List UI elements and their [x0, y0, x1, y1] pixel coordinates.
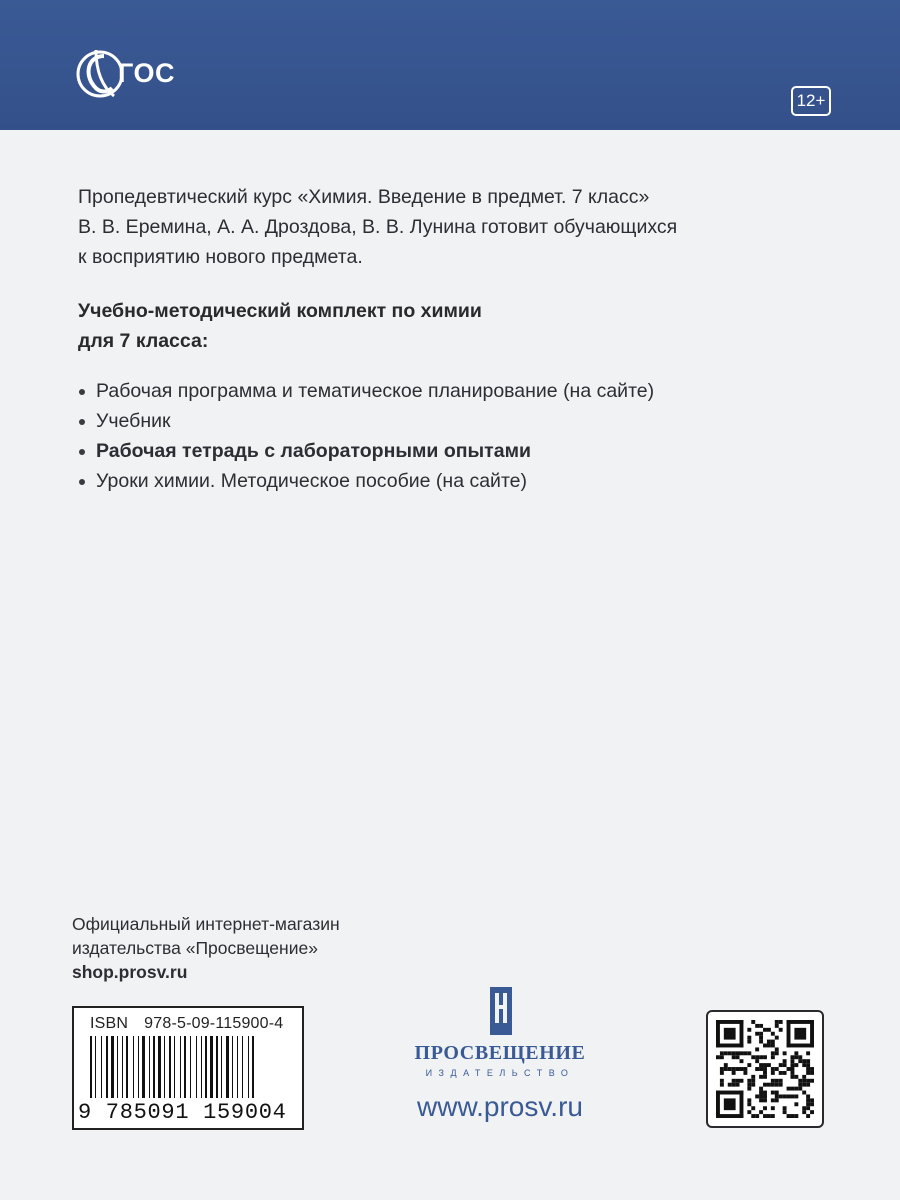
publisher-website-link[interactable]: www.prosv.ru: [417, 1091, 583, 1122]
kit-item-work-program: Рабочая программа и тематическое планирование (на сайте): [78, 376, 838, 406]
publisher-emblem-icon: [487, 985, 515, 1037]
isbn-barcode: [72, 1006, 304, 1130]
kit-list: [78, 376, 838, 496]
intro-line: В. В. Еремина, А. А. Дроздова, В. В. Лунина готовит обучающихся: [78, 216, 678, 238]
isbn-label: ISBN: [90, 1015, 129, 1032]
isbn-line: [90, 1015, 283, 1033]
intro-line: Пропедевтический курс «Химия. Введение в предмет. 7 класс»: [78, 186, 650, 208]
qr-code-icon: [716, 1020, 814, 1118]
shop-line-2: издательства «Просвещение»: [72, 938, 318, 958]
header-band: [0, 0, 900, 130]
kit-heading-line: Учебно-методический комплект по химии: [78, 300, 482, 322]
kit-heading: [78, 296, 838, 356]
barcode-icon: [88, 1036, 292, 1102]
kit-item-lessons-guide: Уроки химии. Методическое пособие (на сайте): [78, 466, 838, 496]
kit-item-workbook: Рабочая тетрадь с лабораторными опытами: [78, 436, 838, 466]
qr-code[interactable]: [706, 1010, 824, 1128]
intro-line: к восприятию нового предмета.: [78, 246, 363, 268]
intro-paragraph: [78, 182, 838, 272]
shop-line-1: Официальный интернет-магазин: [72, 914, 340, 934]
age-rating-badge: 12+: [791, 86, 831, 116]
isbn-number: 978-5-09-115900-4: [144, 1015, 284, 1032]
shop-url-link[interactable]: shop.prosv.ru: [72, 962, 188, 982]
kit-item-textbook: Учебник: [78, 406, 838, 436]
publisher-subtitle: ИЗДАТЕЛЬСТВО: [425, 1068, 575, 1078]
fgos-logo-text: ГОС: [118, 58, 175, 88]
barcode-digits: 9 785091 159004: [78, 1100, 287, 1125]
publisher-logo-block: [400, 985, 600, 1135]
shop-info: [72, 912, 492, 984]
kit-heading-line: для 7 класса:: [78, 330, 209, 352]
publisher-name: ПРОСВЕЩЕНИЕ: [414, 1042, 586, 1064]
